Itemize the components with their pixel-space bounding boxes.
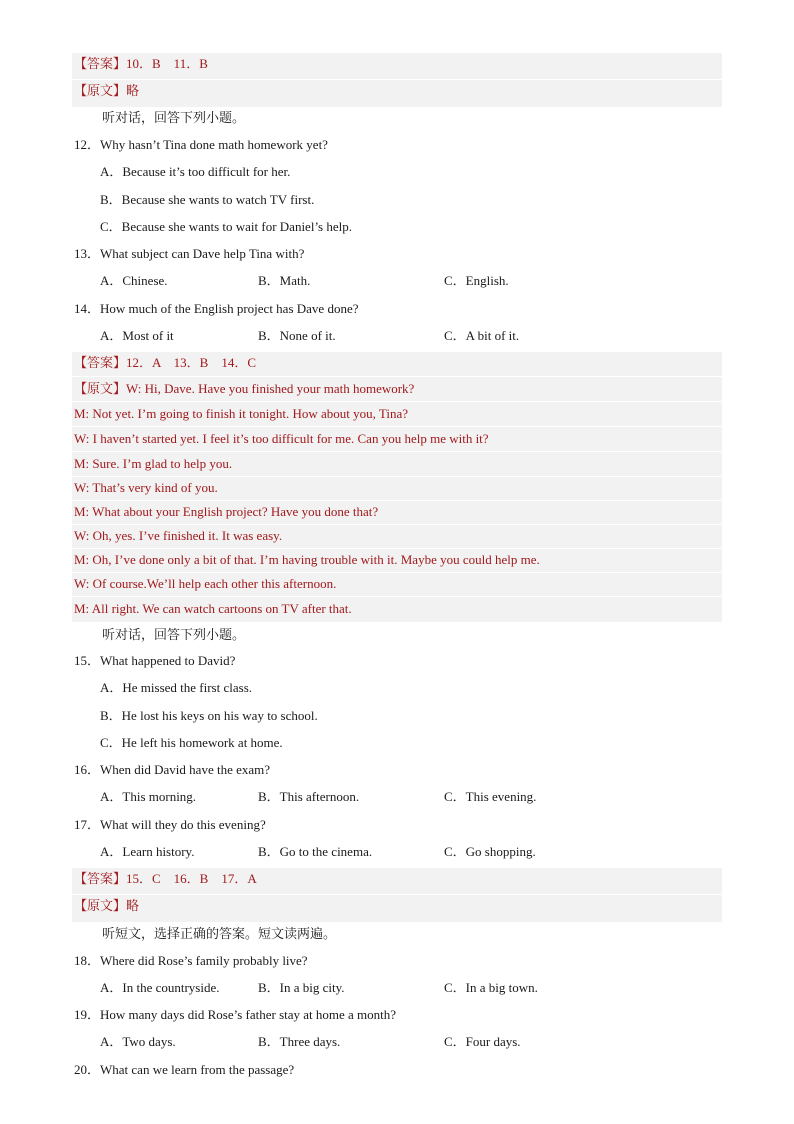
- q12-option-b: B．Because she wants to watch TV first.: [100, 192, 315, 207]
- answer-line: 【答案】12．A 13．B 14．C: [74, 355, 257, 370]
- transcript-line: W: I haven’t started yet. I feel it’s too difficult for me. Can you help me with it?: [74, 431, 489, 446]
- original-block-15-17: [72, 895, 722, 922]
- q13-option-c: C．English.: [444, 273, 509, 288]
- original-text-line: 【原文】略: [74, 898, 140, 913]
- section-instruction: 听短文，选择正确的答案。短文读两遍。: [102, 926, 337, 941]
- q16-option-b: B．This afternoon.: [258, 789, 360, 804]
- q16-option-c: C．This evening.: [444, 789, 537, 804]
- question-15: 15．What happened to David?: [74, 653, 236, 668]
- q17-option-c: C．Go shopping.: [444, 844, 536, 859]
- question-20: 20．What can we learn from the passage?: [74, 1062, 295, 1077]
- transcript-line: M: Not yet. I’m going to finish it tonight. How about you, Tina?: [74, 406, 409, 421]
- q14-option-c: C．A bit of it.: [444, 328, 520, 343]
- question-13: 13．What subject can Dave help Tina with?: [74, 246, 305, 261]
- q15-option-b: B．He lost his keys on his way to school.: [100, 708, 318, 723]
- q13-option-a: A．Chinese.: [100, 273, 168, 288]
- q17-option-a: A．Learn history.: [100, 844, 195, 859]
- q15-option-a: A．He missed the first class.: [100, 680, 253, 695]
- answer-line: 【答案】15．C 16．B 17．A: [74, 871, 257, 886]
- q14-option-b: B．None of it.: [258, 328, 336, 343]
- question-19: 19．How many days did Rose’s father stay at home a month?: [74, 1007, 397, 1022]
- q19-option-a: A．Two days.: [100, 1034, 176, 1049]
- transcript-line: 【原文】W: Hi, Dave. Have you finished your math homework?: [74, 381, 415, 396]
- q15-option-c: C．He left his homework at home.: [100, 735, 283, 750]
- q18-option-a: A．In the countryside.: [100, 980, 220, 995]
- transcript-line: W: That’s very kind of you.: [74, 480, 218, 495]
- transcript-line: M: Oh, I’ve done only a bit of that. I’m having trouble with it. Maybe you could help me.: [74, 552, 540, 567]
- q12-option-c: C．Because she wants to wait for Daniel’s help.: [100, 219, 352, 234]
- transcript-line: M: Sure. I’m glad to help you.: [74, 456, 233, 471]
- q18-option-c: C．In a big town.: [444, 980, 538, 995]
- q12-option-a: A．Because it’s too difficult for her.: [100, 164, 291, 179]
- section-instruction: 听对话，回答下列小题。: [102, 110, 246, 125]
- question-16: 16．When did David have the exam?: [74, 762, 271, 777]
- original-block-10-11: [72, 80, 722, 107]
- q14-option-a: A．Most of it: [100, 328, 174, 343]
- question-17: 17．What will they do this evening?: [74, 817, 266, 832]
- q13-option-b: B．Math.: [258, 273, 311, 288]
- question-18: 18．Where did Rose’s family probably live?: [74, 953, 308, 968]
- question-12: 12．Why hasn’t Tina done math homework yet?: [74, 137, 328, 152]
- answer-line: 【答案】10．B 11．B: [74, 56, 208, 71]
- question-14: 14．How much of the English project has Dave done?: [74, 301, 359, 316]
- original-text-line: 【原文】略: [74, 83, 140, 98]
- q19-option-c: C．Four days.: [444, 1034, 521, 1049]
- q19-option-b: B．Three days.: [258, 1034, 341, 1049]
- transcript-line: M: What about your English project? Have you done that?: [74, 504, 379, 519]
- q18-option-b: B．In a big city.: [258, 980, 345, 995]
- q17-option-b: B．Go to the cinema.: [258, 844, 373, 859]
- section-instruction: 听对话，回答下列小题。: [102, 627, 246, 642]
- transcript-line: M: All right. We can watch cartoons on TV after that.: [74, 601, 352, 616]
- transcript-line: W: Of course.We’ll help each other this afternoon.: [74, 576, 337, 591]
- q16-option-a: A．This morning.: [100, 789, 197, 804]
- transcript-line: W: Oh, yes. I’ve finished it. It was easy.: [74, 528, 283, 543]
